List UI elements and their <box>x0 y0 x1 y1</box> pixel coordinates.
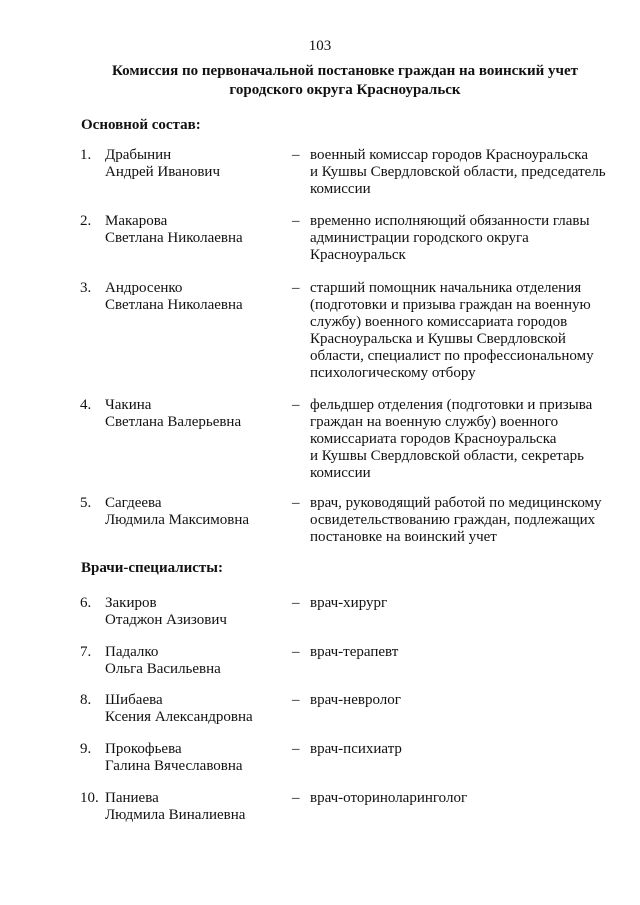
member-role <box>310 397 610 482</box>
member-name <box>105 495 285 529</box>
member-dash: – <box>292 280 300 296</box>
title-line: городского округа Красноуральск <box>229 82 461 98</box>
member-role <box>310 495 610 546</box>
member-role-line: комиссии <box>310 181 371 197</box>
member-role-line: Красноуральск <box>310 247 406 263</box>
section-heading-main: Основной состав: <box>81 117 201 133</box>
member-role-line: врач, руководящий работой по медицинскому <box>310 495 602 511</box>
member-dash: – <box>292 147 300 163</box>
member-number: 8. <box>80 692 92 708</box>
member-name-line: Прокофьева <box>105 741 182 757</box>
member-name-line: Светлана Николаевна <box>105 297 243 313</box>
member-number: 3. <box>80 280 92 296</box>
member-number: 7. <box>80 644 92 660</box>
member-role <box>310 147 610 198</box>
member-name <box>105 595 285 629</box>
member-number: 9. <box>80 741 92 757</box>
member-name-line: Шибаева <box>105 692 163 708</box>
member-dash: – <box>292 495 300 511</box>
member-role-line: врач-оториноларинголог <box>310 790 468 806</box>
member-dash: – <box>292 213 300 229</box>
member-name <box>105 741 285 775</box>
member-role-line: старший помощник начальника отделения <box>310 280 582 296</box>
member-name <box>105 280 285 314</box>
member-name <box>105 397 285 431</box>
member-name-line: Паниева <box>105 790 159 806</box>
member-role-line: (подготовки и призыва граждан на военную <box>310 297 591 313</box>
member-name <box>105 692 285 726</box>
member-role-line: комиссии <box>310 465 371 481</box>
member-number: 2. <box>80 213 92 229</box>
member-role <box>310 213 610 264</box>
page-number: 103 <box>308 38 332 54</box>
member-role-line: службу) военного комиссариата городов <box>310 314 568 330</box>
section-heading-doctors: Врачи-специалисты: <box>81 560 224 576</box>
member-role-line: освидетельствованию граждан, подлежащих <box>310 512 596 528</box>
member-dash: – <box>292 741 300 757</box>
member-role <box>310 741 610 758</box>
member-number: 1. <box>80 147 92 163</box>
member-name <box>105 213 285 247</box>
member-name <box>105 790 285 824</box>
member-number: 10. <box>80 790 99 806</box>
member-name-line: Ольга Васильевна <box>105 661 221 677</box>
member-role <box>310 595 610 612</box>
member-role-line: и Кушвы Свердловской области, секретарь <box>310 448 584 464</box>
member-name-line: Светлана Николаевна <box>105 230 243 246</box>
member-role <box>310 644 610 661</box>
member-name-line: Отаджон Азизович <box>105 612 227 628</box>
member-name-line: Галина Вячеславовна <box>105 758 243 774</box>
member-role <box>310 280 610 382</box>
member-role-line: фельдшер отделения (подготовки и призыва <box>310 397 593 413</box>
member-dash: – <box>292 692 300 708</box>
member-name-line: Чакина <box>105 397 152 413</box>
member-role-line: области, специалист по профессиональному <box>310 348 594 364</box>
member-dash: – <box>292 595 300 611</box>
member-role <box>310 692 610 709</box>
member-role-line: психологическому отбору <box>310 365 476 381</box>
member-role-line: военный комиссар городов Красноуральска <box>310 147 588 163</box>
member-role-line: постановке на воинский учет <box>310 529 497 545</box>
member-name-line: Закиров <box>105 595 157 611</box>
member-name-line: Людмила Виналиевна <box>105 807 246 823</box>
member-dash: – <box>292 644 300 660</box>
member-role-line: Красноуральска и Кушвы Свердловской <box>310 331 566 347</box>
member-role-line: врач-терапевт <box>310 644 399 660</box>
member-role-line: врач-хирург <box>310 595 388 611</box>
member-name-line: Драбынин <box>105 147 172 163</box>
member-dash: – <box>292 397 300 413</box>
member-role-line: комиссариата городов Красноуральска <box>310 431 557 447</box>
member-role-line: граждан на военную службу) военного <box>310 414 559 430</box>
document-title <box>60 62 630 100</box>
member-role-line: и Кушвы Свердловской области, председатель <box>310 164 606 180</box>
member-name-line: Людмила Максимовна <box>105 512 250 528</box>
member-number: 4. <box>80 397 92 413</box>
member-name <box>105 147 285 181</box>
member-name-line: Андросенко <box>105 280 183 296</box>
member-role-line: врач-психиатр <box>310 741 402 757</box>
member-role-line: администрации городского округа <box>310 230 529 246</box>
member-role-line: врач-невролог <box>310 692 401 708</box>
member-name-line: Светлана Валерьевна <box>105 414 242 430</box>
member-name-line: Сагдеева <box>105 495 162 511</box>
member-role <box>310 790 610 807</box>
title-line: Комиссия по первоначальной постановке граждан на воинский учет <box>112 63 578 79</box>
member-name-line: Макарова <box>105 213 168 229</box>
member-name-line: Андрей Иванович <box>105 164 220 180</box>
member-name-line: Ксения Александровна <box>105 709 253 725</box>
member-name <box>105 644 285 678</box>
member-number: 6. <box>80 595 92 611</box>
member-role-line: временно исполняющий обязанности главы <box>310 213 590 229</box>
member-name-line: Падалко <box>105 644 159 660</box>
member-number: 5. <box>80 495 92 511</box>
member-dash: – <box>292 790 300 806</box>
